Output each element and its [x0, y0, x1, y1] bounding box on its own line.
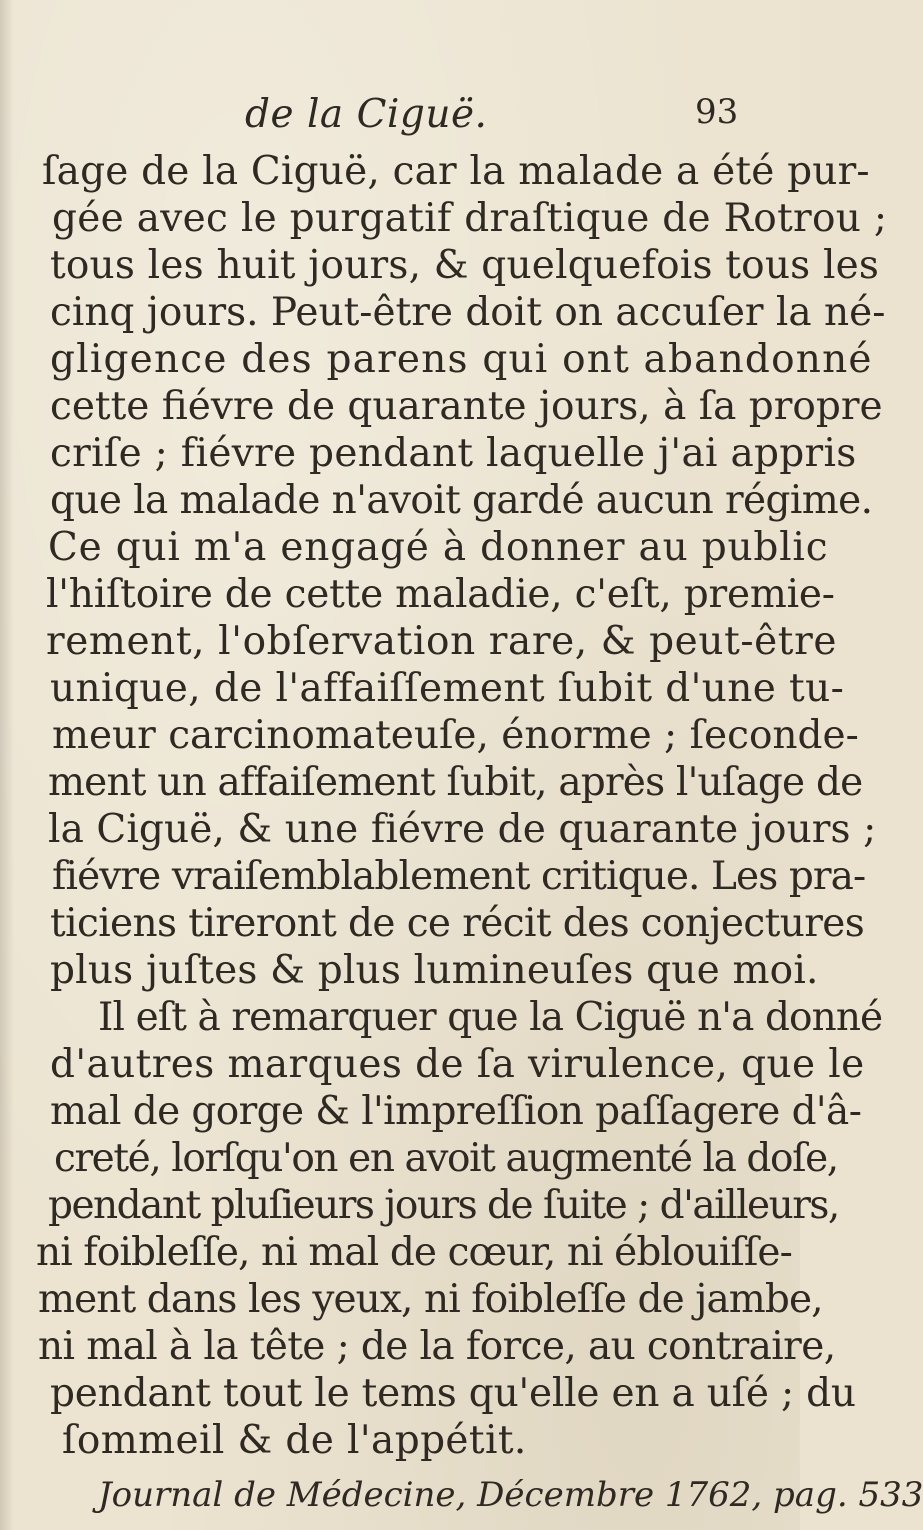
running-title: de la Ciguë.: [245, 92, 488, 137]
text-line: plus juſtes & plus lumineuſes que moi.: [50, 948, 819, 993]
text-line: pendant pluſieurs jours de ſuite ; d'ailleurs,: [48, 1183, 839, 1228]
text-line: tous les huit jours, & quelquefois tous les: [50, 243, 880, 288]
text-line: creté, lorſqu'on en avoit augmenté la doſe,: [54, 1136, 838, 1181]
text-line: gée avec le purgatif draſtique de Rotrou ;: [52, 196, 888, 241]
text-line: ni foibleſſe, ni mal de cœur, ni éblouiſſe-: [36, 1230, 792, 1275]
page-header: [0, 92, 800, 136]
text-line: criſe ; fiévre pendant laquelle j'ai appris: [50, 431, 857, 476]
text-line: meur carcinomateuſe, énorme ; ſeconde-: [52, 713, 859, 758]
text-line: l'hiſtoire de cette maladie, c'eſt, premie-: [46, 572, 835, 617]
text-line: fiévre vraiſemblablement critique. Les pra-: [52, 854, 866, 899]
text-line: cette fiévre de quarante jours, à ſa propre: [50, 384, 883, 429]
text-line: cinq jours. Peut-être doit on accuſer la né-: [50, 290, 886, 335]
text-line: pendant tout le tems qu'elle en a uſé ; du: [50, 1371, 856, 1416]
text-line: ſommeil & de l'appétit.: [62, 1418, 527, 1463]
text-line: gligence des parens qui ont abandonné: [50, 337, 873, 382]
text-line: la Ciguë, & une fiévre de quarante jours ;: [48, 807, 877, 852]
text-line: ni mal à la tête ; de la force, au contraire,: [38, 1324, 836, 1369]
text-line: Ce qui m'a engagé à donner au public: [48, 525, 829, 570]
text-line: unique, de l'affaiſſement ſubit d'une tu-: [50, 666, 845, 711]
text-line: Il eſt à remarquer que la Ciguë n'a donné: [98, 995, 883, 1040]
text-line: ticiens tireront de ce récit des conjectures: [50, 901, 865, 946]
text-line: ſage de la Ciguë, car la malade a été pur-: [42, 149, 870, 194]
text-line: ment dans les yeux, ni foibleſſe de jambe,: [38, 1277, 823, 1322]
page-edge-shadow: [0, 0, 14, 1530]
text-line: rement, l'obſervation rare, & peut-être: [46, 619, 838, 664]
text-line: ment un affaiſement ſubit, après l'uſage de: [48, 760, 863, 805]
page-number: 93: [695, 92, 739, 132]
text-line: d'autres marques de ſa virulence, que le: [50, 1042, 865, 1087]
footnote-citation: Journal de Médecine, Décembre 1762, pag. 533: [98, 1475, 923, 1515]
text-line: que la malade n'avoit gardé aucun régime.: [50, 478, 873, 523]
text-line: mal de gorge & l'impreſſion paſſagere d'â-: [50, 1089, 862, 1134]
